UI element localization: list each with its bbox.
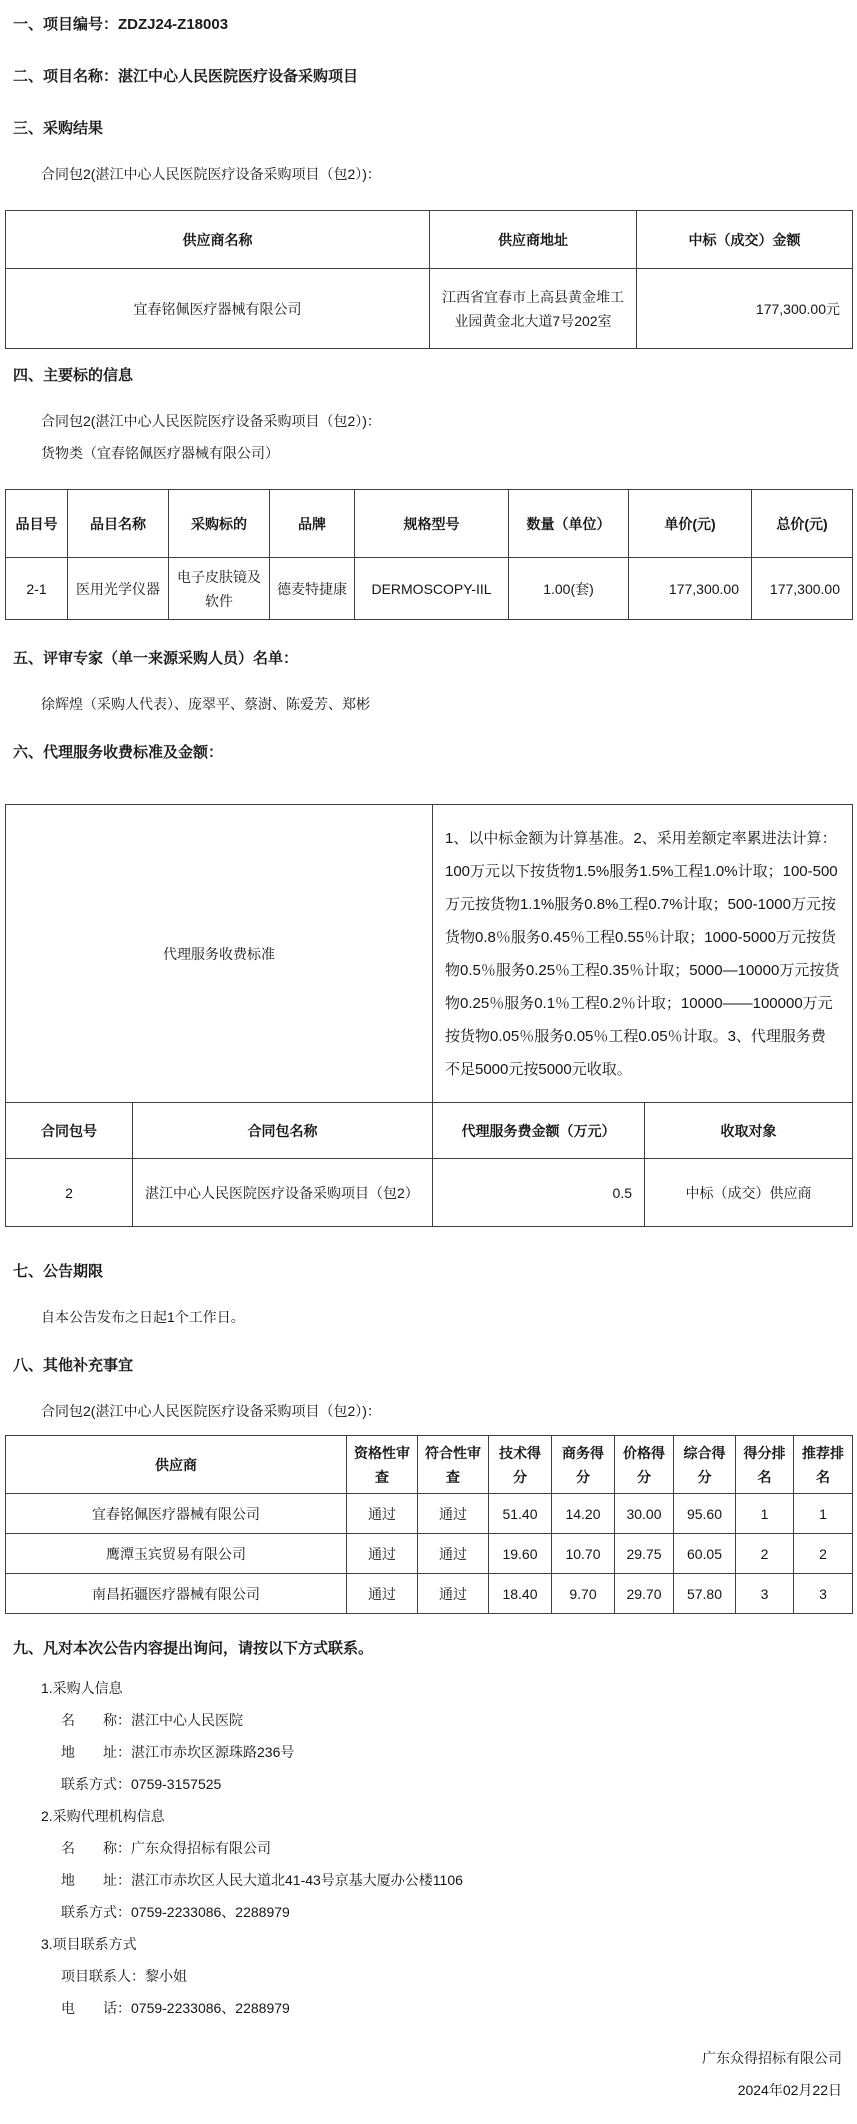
footer-date: 2024年02月22日 — [737, 2082, 842, 2098]
col-item-no: 品目号 — [6, 490, 68, 558]
fee-amount-cell: 0.5 — [433, 1159, 645, 1227]
subject-items-table — [5, 489, 853, 620]
announcement-period-text: 自本公告发布之日起1个工作日。 — [41, 1309, 245, 1325]
project-number-line: 一、项目编号：ZDZJ24-Z18003 — [13, 16, 229, 33]
table-row — [6, 269, 853, 349]
col-price-score: 价格得分 — [615, 1436, 674, 1494]
agency-address: 地 址：湛江市赤坎区人民大道北41-43号京基大厦办公楼1106 — [61, 1872, 463, 1888]
col-quantity-unit: 数量（单位） — [509, 490, 629, 558]
section-main-subject-heading: 四、主要标的信息 — [13, 367, 134, 384]
item-name-cell: 医用光学仪器 — [68, 558, 169, 620]
recommend-rank-cell: 1 — [794, 1494, 853, 1534]
unit-price-cell: 177,300.00 — [629, 558, 752, 620]
table-row — [6, 1574, 853, 1614]
package-name-cell: 湛江中心人民医院医疗设备采购项目（包2） — [133, 1159, 433, 1227]
item-no-cell: 2-1 — [6, 558, 68, 620]
price-score-cell: 30.00 — [615, 1494, 674, 1534]
quantity-cell: 1.00(套) — [509, 558, 629, 620]
qualification-cell: 通过 — [347, 1574, 418, 1614]
score-rank-cell: 1 — [736, 1494, 794, 1534]
recommend-rank-cell: 3 — [794, 1574, 853, 1614]
col-fee-amount: 代理服务费金额（万元） — [433, 1103, 645, 1159]
recommend-rank-cell: 2 — [794, 1534, 853, 1574]
col-package-name: 合同包名称 — [133, 1103, 433, 1159]
price-score-cell: 29.70 — [615, 1574, 674, 1614]
fee-standard-label: 代理服务收费标准 — [6, 805, 433, 1103]
conformity-cell: 通过 — [418, 1534, 489, 1574]
experts-names: 徐辉煌（采购人代表）、庞翠平、蔡澍、陈爱芳、郑彬 — [41, 696, 370, 712]
purchaser-phone: 联系方式：0759-3157525 — [61, 1776, 222, 1792]
business-score-cell: 10.70 — [552, 1534, 615, 1574]
total-score-cell: 57.80 — [674, 1574, 736, 1614]
result-package-intro: 合同包2(湛江中心人民医院医疗设备采购项目（包2）)： — [41, 166, 381, 182]
score-rank-cell: 3 — [736, 1574, 794, 1614]
col-technical-score: 技术得分 — [489, 1436, 552, 1494]
score-rank-cell: 2 — [736, 1534, 794, 1574]
project-contact-person: 项目联系人：黎小姐 — [61, 1968, 187, 1984]
col-supplier: 供应商 — [6, 1436, 347, 1494]
col-supplier-name: 供应商名称 — [6, 211, 430, 269]
agency-info-title: 2.采购代理机构信息 — [41, 1808, 165, 1824]
section-contact-heading: 九、凡对本次公告内容提出询问，请按以下方式联系。 — [13, 1640, 374, 1657]
section-experts-heading: 五、评审专家（单一来源采购人员）名单： — [13, 650, 299, 667]
table-row — [6, 1159, 853, 1227]
project-name-line: 二、项目名称：湛江中心人民医院医疗设备采购项目 — [13, 68, 359, 85]
technical-score-cell: 18.40 — [489, 1574, 552, 1614]
fee-payer-cell: 中标（成交）供应商 — [645, 1159, 853, 1227]
total-price-cell: 177,300.00 — [752, 558, 853, 620]
purchaser-info-title: 1.采购人信息 — [41, 1680, 123, 1696]
col-unit-price: 单价(元) — [629, 490, 752, 558]
col-qualification-review: 资格性审查 — [347, 1436, 418, 1494]
section-agency-fee-heading: 六、代理服务收费标准及金额： — [13, 744, 224, 761]
purchaser-name: 名 称：湛江中心人民医院 — [61, 1712, 243, 1728]
model-cell: DERMOSCOPY-IIL — [355, 558, 509, 620]
supplementary-package-intro: 合同包2(湛江中心人民医院医疗设备采购项目（包2）)： — [41, 1403, 381, 1419]
col-total-price: 总价(元) — [752, 490, 853, 558]
col-fee-payer: 收取对象 — [645, 1103, 853, 1159]
table-row — [6, 558, 853, 620]
total-score-cell: 95.60 — [674, 1494, 736, 1534]
qualification-cell: 通过 — [347, 1494, 418, 1534]
section-procurement-result-heading: 三、采购结果 — [13, 120, 104, 137]
fee-standard-text: 1、以中标金额为计算基准。2、采用差额定率累进法计算：100万元以下按货物1.5%服务1.5%工程1.0%计取；100-500万元按货物1.1%服务0.8%工程0.7%计取；500-1000万元按货物0.8％服务0.45％工程0.55％计取；1000-5000万元按货物0.5％服务0.25％工程0.35％计取；5000—10000万元按货物0.25％服务0.1％工程0.2％计取；10000——100000万元按货物0.05％服务0.05％工程0.05％计取。3、代理服务费不足5000元按5000元收取。 — [433, 805, 853, 1103]
col-score-rank: 得分排名 — [736, 1436, 794, 1494]
table-row — [6, 1494, 853, 1534]
project-contact-title: 3.项目联系方式 — [41, 1936, 137, 1952]
business-score-cell: 14.20 — [552, 1494, 615, 1534]
supplier-score-table — [5, 1435, 853, 1614]
purchaser-address: 地 址：湛江市赤坎区源珠路236号 — [61, 1744, 295, 1760]
col-item-name: 品目名称 — [68, 490, 169, 558]
technical-score-cell: 19.60 — [489, 1534, 552, 1574]
col-model: 规格型号 — [355, 490, 509, 558]
col-package-no: 合同包号 — [6, 1103, 133, 1159]
col-conformity-review: 符合性审查 — [418, 1436, 489, 1494]
brand-cell: 德麦特捷康 — [270, 558, 355, 620]
conformity-cell: 通过 — [418, 1574, 489, 1614]
col-procurement-target: 采购标的 — [169, 490, 270, 558]
package-no-cell: 2 — [6, 1159, 133, 1227]
business-score-cell: 9.70 — [552, 1574, 615, 1614]
technical-score-cell: 51.40 — [489, 1494, 552, 1534]
subject-package-intro: 合同包2(湛江中心人民医院医疗设备采购项目（包2）)： — [41, 413, 381, 429]
conformity-cell: 通过 — [418, 1494, 489, 1534]
col-recommend-rank: 推荐排名 — [794, 1436, 853, 1494]
agency-phone: 联系方式：0759-2233086、2288979 — [61, 1904, 290, 1920]
footer-company: 广东众得招标有限公司 — [702, 2050, 842, 2066]
col-award-amount: 中标（成交）金额 — [637, 211, 853, 269]
price-score-cell: 29.75 — [615, 1534, 674, 1574]
award-amount-cell: 177,300.00元 — [637, 269, 853, 349]
project-contact-phone: 电 话：0759-2233086、2288979 — [61, 2000, 290, 2016]
col-total-score: 综合得分 — [674, 1436, 736, 1494]
total-score-cell: 60.05 — [674, 1534, 736, 1574]
section-supplementary-heading: 八、其他补充事宜 — [13, 1357, 134, 1374]
agency-name: 名 称：广东众得招标有限公司 — [61, 1840, 271, 1856]
supplier-name-cell: 宜春铭佩医疗器械有限公司 — [6, 269, 430, 349]
agency-fee-table — [5, 804, 853, 1227]
supplier-cell: 南昌拓疆医疗器械有限公司 — [6, 1574, 347, 1614]
supplier-cell: 宜春铭佩医疗器械有限公司 — [6, 1494, 347, 1534]
table-row — [6, 1534, 853, 1574]
qualification-cell: 通过 — [347, 1534, 418, 1574]
winning-supplier-table — [5, 210, 853, 349]
supplier-address-cell: 江西省宜春市上高县黄金堆工业园黄金北大道7号202室 — [430, 269, 637, 349]
subject-goods-intro: 货物类（宜春铭佩医疗器械有限公司） — [41, 445, 279, 461]
procurement-target-cell: 电子皮肤镜及软件 — [169, 558, 270, 620]
col-supplier-address: 供应商地址 — [430, 211, 637, 269]
section-announcement-period-heading: 七、公告期限 — [13, 1263, 104, 1280]
col-brand: 品牌 — [270, 490, 355, 558]
col-business-score: 商务得分 — [552, 1436, 615, 1494]
supplier-cell: 鹰潭玉宾贸易有限公司 — [6, 1534, 347, 1574]
